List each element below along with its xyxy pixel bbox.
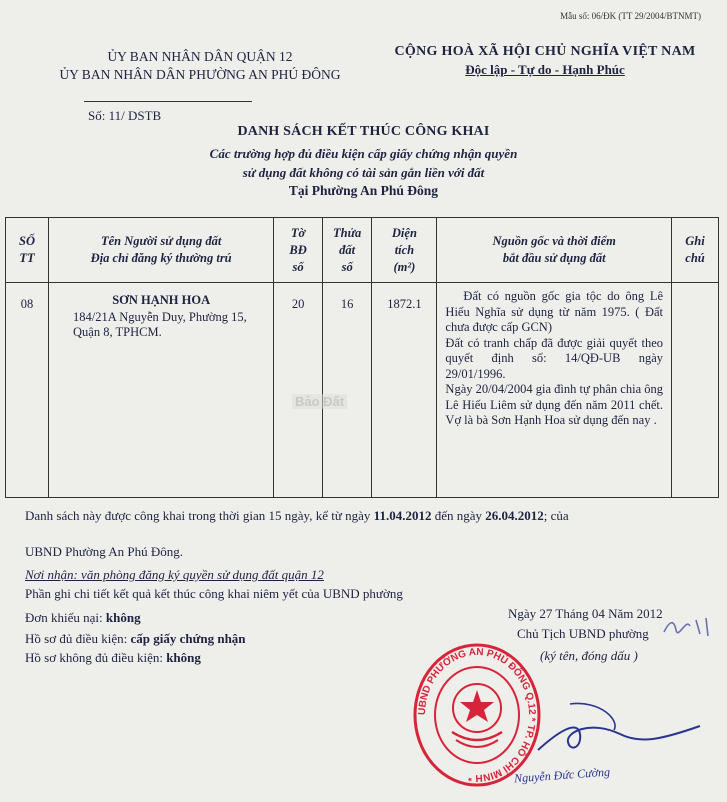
- date-from: 11.04.2012: [373, 508, 432, 523]
- header-area: Diện tích (m²): [372, 218, 437, 283]
- nation-motto: Độc lập - Tự do - Hạnh Phúc: [465, 62, 625, 77]
- signer-title: Chủ Tịch UBND phường: [517, 626, 649, 641]
- signer-name: Nguyễn Đức Cường: [513, 764, 611, 786]
- publication-notice-cont: UBND Phường An Phú Đông.: [25, 544, 184, 559]
- eligible-line: Hồ sơ đủ điều kiện: cấp giấy chứng nhận: [25, 631, 246, 646]
- header-origin: Nguồn gốc và thời điểm bắt đầu sử dụng đất: [437, 218, 672, 283]
- header-note: Ghi chú: [672, 218, 719, 283]
- header-divider: [84, 101, 252, 102]
- nation-name: CỘNG HOÀ XÃ HỘI CHỦ NGHĨA VIỆT NAM: [394, 44, 696, 59]
- header-plot: Thửa đất số: [322, 218, 372, 283]
- issuing-authority: [30, 48, 370, 84]
- header-map-sheet: Tờ BĐ số: [274, 218, 323, 283]
- signature-note: (ký tên, đóng dấu ): [540, 648, 638, 663]
- table-header-row: [6, 218, 719, 283]
- date-to: 26.04.2012: [485, 508, 544, 523]
- cell-map-sheet: 20: [274, 283, 323, 498]
- document-title: DANH SÁCH KẾT THÚC CÔNG KHAI: [237, 124, 490, 139]
- cell-note: [672, 283, 719, 498]
- subtitle-line-1: Các trường hợp đủ điều kiện cấp giấy chứng nhận quyền: [209, 146, 518, 161]
- cell-stt: 08: [6, 283, 49, 498]
- ineligible-value: không: [166, 650, 201, 665]
- header-stt: SỐ TT: [6, 218, 49, 283]
- national-header: [360, 44, 727, 78]
- table-row: [6, 283, 719, 498]
- complaint-line: Đơn khiếu nại: không: [25, 610, 141, 625]
- signature-scribble-icon: [530, 690, 710, 770]
- official-seal-icon: [412, 640, 542, 790]
- cell-area: 1872.1: [372, 283, 437, 498]
- origin-paragraph: Đất có nguồn gốc gia tộc do ông Lê Hiếu Nghĩa sử dụng từ năm 1975. ( Đất chưa được cấp GCN): [445, 289, 664, 334]
- authority-district: ỦY BAN NHÂN DÂN QUẬN 12: [107, 49, 293, 64]
- cell-plot: 16: [322, 283, 372, 498]
- watermark: Bảo Đất: [292, 394, 347, 409]
- publication-notice: Danh sách này được công khai trong thời gian 15 ngày, kể từ ngày 11.04.2012 đến ngày 26.04.2012; của: [25, 508, 569, 523]
- origin-paragraph: Đất có tranh chấp đã được giải quyết theo quyết định số: 14/QĐ-UB ngày 29/01/1996.: [445, 335, 664, 381]
- complaint-value: không: [105, 610, 141, 625]
- document-title-block: [0, 124, 727, 199]
- authority-ward: ỦY BAN NHÂN DÂN PHƯỜNG AN PHÚ ĐÔNG: [59, 67, 341, 82]
- owner-name: SƠN HẠNH HOA: [112, 293, 211, 307]
- result-line: Phần ghi chi tiết kết quả kết thúc công khai niêm yết của UBND phường: [25, 586, 403, 601]
- seal-text: UBND PHƯỜNG AN PHÚ ĐÔNG Q.12 * TP. HỒ CHÍ MINH *: [416, 646, 538, 784]
- document-subtitle: [0, 144, 727, 182]
- owner-address: 184/21A Nguyễn Duy, Phường 15, Quận 8, TPHCM.: [73, 309, 247, 339]
- signing-date: Ngày 27 Tháng 04 Năm 2012: [508, 606, 663, 621]
- public-list-table: [5, 217, 719, 498]
- form-number: Mẫu số: 06/ĐK (TT 29/2004/BTNMT): [560, 11, 701, 21]
- cell-owner: [49, 283, 274, 498]
- cell-origin: [437, 283, 672, 498]
- subtitle-line-2: sử dụng đất không có tài sản gắn liền với đất: [242, 165, 485, 180]
- eligible-value: cấp giấy chứng nhận: [130, 631, 246, 646]
- handwritten-mark-icon: [660, 612, 720, 642]
- origin-paragraph: Ngày 20/04/2004 gia đình tự phân chia ông Lê Hiếu Liêm sử dụng đến năm 2011 chết. Vợ là bà Sơn Hạnh Hoa sử dụng đến nay .: [445, 382, 664, 427]
- document-number: Số: 11/ DSTB: [88, 108, 162, 123]
- document-place: Tại Phường An Phú Đông: [288, 183, 439, 198]
- ineligible-line: Hồ sơ không đủ điều kiện: không: [25, 650, 201, 665]
- header-owner: Tên Người sử dụng đất Địa chỉ đăng ký thường trú: [49, 218, 274, 283]
- recipient-line: Nơi nhận: văn phòng đăng ký quyền sử dụng đất quận 12: [25, 567, 324, 582]
